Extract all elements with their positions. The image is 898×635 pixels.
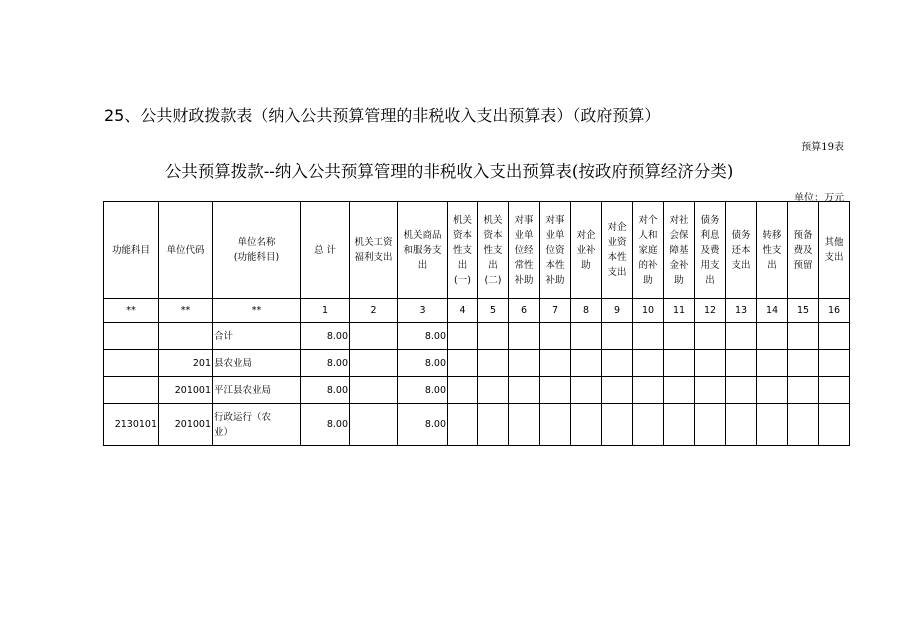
table-title: 公共预算拨款--纳入公共预算管理的非税收入支出预算表(按政府预算经济分类)	[164, 162, 734, 181]
empty-cell	[540, 377, 571, 404]
empty-cell	[757, 404, 788, 446]
column-index-cell: 3	[398, 299, 448, 323]
empty-cell	[602, 350, 633, 377]
salary-welfare-cell	[350, 350, 398, 377]
empty-cell	[602, 323, 633, 350]
column-header: 其他 支出	[819, 202, 850, 299]
empty-cell	[788, 350, 819, 377]
column-index-cell: 14	[757, 299, 788, 323]
column-index-cell: 4	[448, 299, 478, 323]
column-index-cell: 2	[350, 299, 398, 323]
salary-welfare-cell	[350, 377, 398, 404]
empty-cell	[726, 404, 757, 446]
empty-cell	[448, 323, 478, 350]
salary-welfare-cell	[350, 404, 398, 446]
column-index-cell: 9	[602, 299, 633, 323]
empty-cell	[695, 377, 726, 404]
column-index-cell: **	[159, 299, 213, 323]
column-index-row	[104, 299, 850, 323]
column-index-cell: 13	[726, 299, 757, 323]
total-cell: 8.00	[301, 350, 350, 377]
empty-cell	[757, 377, 788, 404]
empty-cell	[540, 323, 571, 350]
empty-cell	[819, 377, 850, 404]
empty-cell	[664, 350, 695, 377]
empty-cell	[509, 323, 540, 350]
page-heading: 25、公共财政拨款表（纳入公共预算管理的非税收入支出预算表）（政府预算）	[104, 106, 661, 125]
column-index-cell: 16	[819, 299, 850, 323]
empty-cell	[757, 323, 788, 350]
total-cell: 8.00	[301, 377, 350, 404]
goods-services-cell: 8.00	[398, 377, 448, 404]
unit-name-cell: 行政运行（农 业）	[213, 404, 301, 446]
empty-cell	[819, 404, 850, 446]
form-number: 预算19表	[801, 142, 844, 153]
function-code-cell	[104, 350, 159, 377]
empty-cell	[633, 377, 664, 404]
table-row	[104, 323, 850, 350]
empty-cell	[726, 350, 757, 377]
empty-cell	[633, 404, 664, 446]
empty-cell	[571, 350, 602, 377]
empty-cell	[478, 323, 509, 350]
column-index-cell: **	[213, 299, 301, 323]
column-header: 对事 业单 位资 本性 补助	[540, 202, 571, 299]
unit-name-cell: 合计	[213, 323, 301, 350]
column-header: 机关 资本 性支 出 (一)	[448, 202, 478, 299]
column-header: 单位名称 (功能科目)	[213, 202, 301, 299]
function-code-cell	[104, 377, 159, 404]
table-row	[104, 377, 850, 404]
unit-code-cell: 201001	[159, 404, 213, 446]
empty-cell	[602, 377, 633, 404]
unit-code-cell: 201	[159, 350, 213, 377]
empty-cell	[695, 404, 726, 446]
empty-cell	[633, 323, 664, 350]
unit-code-cell	[159, 323, 213, 350]
column-index-cell: 10	[633, 299, 664, 323]
empty-cell	[448, 404, 478, 446]
empty-cell	[695, 323, 726, 350]
column-header: 总 计	[301, 202, 350, 299]
empty-cell	[819, 350, 850, 377]
column-index-cell: 7	[540, 299, 571, 323]
empty-cell	[540, 404, 571, 446]
function-code-cell: 2130101	[104, 404, 159, 446]
column-header: 债务 利息 及费 用支 出	[695, 202, 726, 299]
empty-cell	[478, 404, 509, 446]
empty-cell	[695, 350, 726, 377]
empty-cell	[633, 350, 664, 377]
empty-cell	[509, 404, 540, 446]
empty-cell	[509, 350, 540, 377]
column-header: 对企 业资 本性 支出	[602, 202, 633, 299]
column-header: 对个 人和 家庭 的补 助	[633, 202, 664, 299]
empty-cell	[448, 350, 478, 377]
empty-cell	[664, 377, 695, 404]
column-header: 机关商品 和服务支 出	[398, 202, 448, 299]
column-index-cell: 6	[509, 299, 540, 323]
empty-cell	[571, 323, 602, 350]
salary-welfare-cell	[350, 323, 398, 350]
total-cell: 8.00	[301, 404, 350, 446]
empty-cell	[478, 377, 509, 404]
column-header: 功能科目	[104, 202, 159, 299]
column-header: 债务 还本 支出	[726, 202, 757, 299]
column-header: 机关工资 福利支出	[350, 202, 398, 299]
table-header-row	[104, 202, 850, 299]
empty-cell	[448, 377, 478, 404]
empty-cell	[788, 323, 819, 350]
column-header: 对企 业补 助	[571, 202, 602, 299]
table-row	[104, 404, 850, 446]
empty-cell	[509, 377, 540, 404]
goods-services-cell: 8.00	[398, 404, 448, 446]
empty-cell	[726, 323, 757, 350]
empty-cell	[757, 350, 788, 377]
column-header: 转移 性支 出	[757, 202, 788, 299]
column-header: 单位代码	[159, 202, 213, 299]
empty-cell	[571, 404, 602, 446]
column-index-cell: 1	[301, 299, 350, 323]
empty-cell	[602, 404, 633, 446]
empty-cell	[571, 377, 602, 404]
empty-cell	[788, 377, 819, 404]
empty-cell	[726, 377, 757, 404]
column-index-cell: 11	[664, 299, 695, 323]
empty-cell	[788, 404, 819, 446]
unit-name-cell: 县农业局	[213, 350, 301, 377]
unit-label: 单位：万元	[794, 193, 844, 204]
empty-cell	[478, 350, 509, 377]
column-index-cell: **	[104, 299, 159, 323]
empty-cell	[664, 404, 695, 446]
empty-cell	[664, 323, 695, 350]
column-index-cell: 8	[571, 299, 602, 323]
unit-code-cell: 201001	[159, 377, 213, 404]
column-header: 机关 资本 性支 出 (二)	[478, 202, 509, 299]
column-header: 对事 业单 位经 常性 补助	[509, 202, 540, 299]
column-index-cell: 15	[788, 299, 819, 323]
unit-name-cell: 平江县农业局	[213, 377, 301, 404]
column-header: 对社 会保 障基 金补 助	[664, 202, 695, 299]
goods-services-cell: 8.00	[398, 350, 448, 377]
function-code-cell	[104, 323, 159, 350]
empty-cell	[819, 323, 850, 350]
column-index-cell: 5	[478, 299, 509, 323]
goods-services-cell: 8.00	[398, 323, 448, 350]
column-index-cell: 12	[695, 299, 726, 323]
budget-table	[103, 201, 850, 446]
empty-cell	[540, 350, 571, 377]
column-header: 预备 费及 预留	[788, 202, 819, 299]
total-cell: 8.00	[301, 323, 350, 350]
table-row	[104, 350, 850, 377]
